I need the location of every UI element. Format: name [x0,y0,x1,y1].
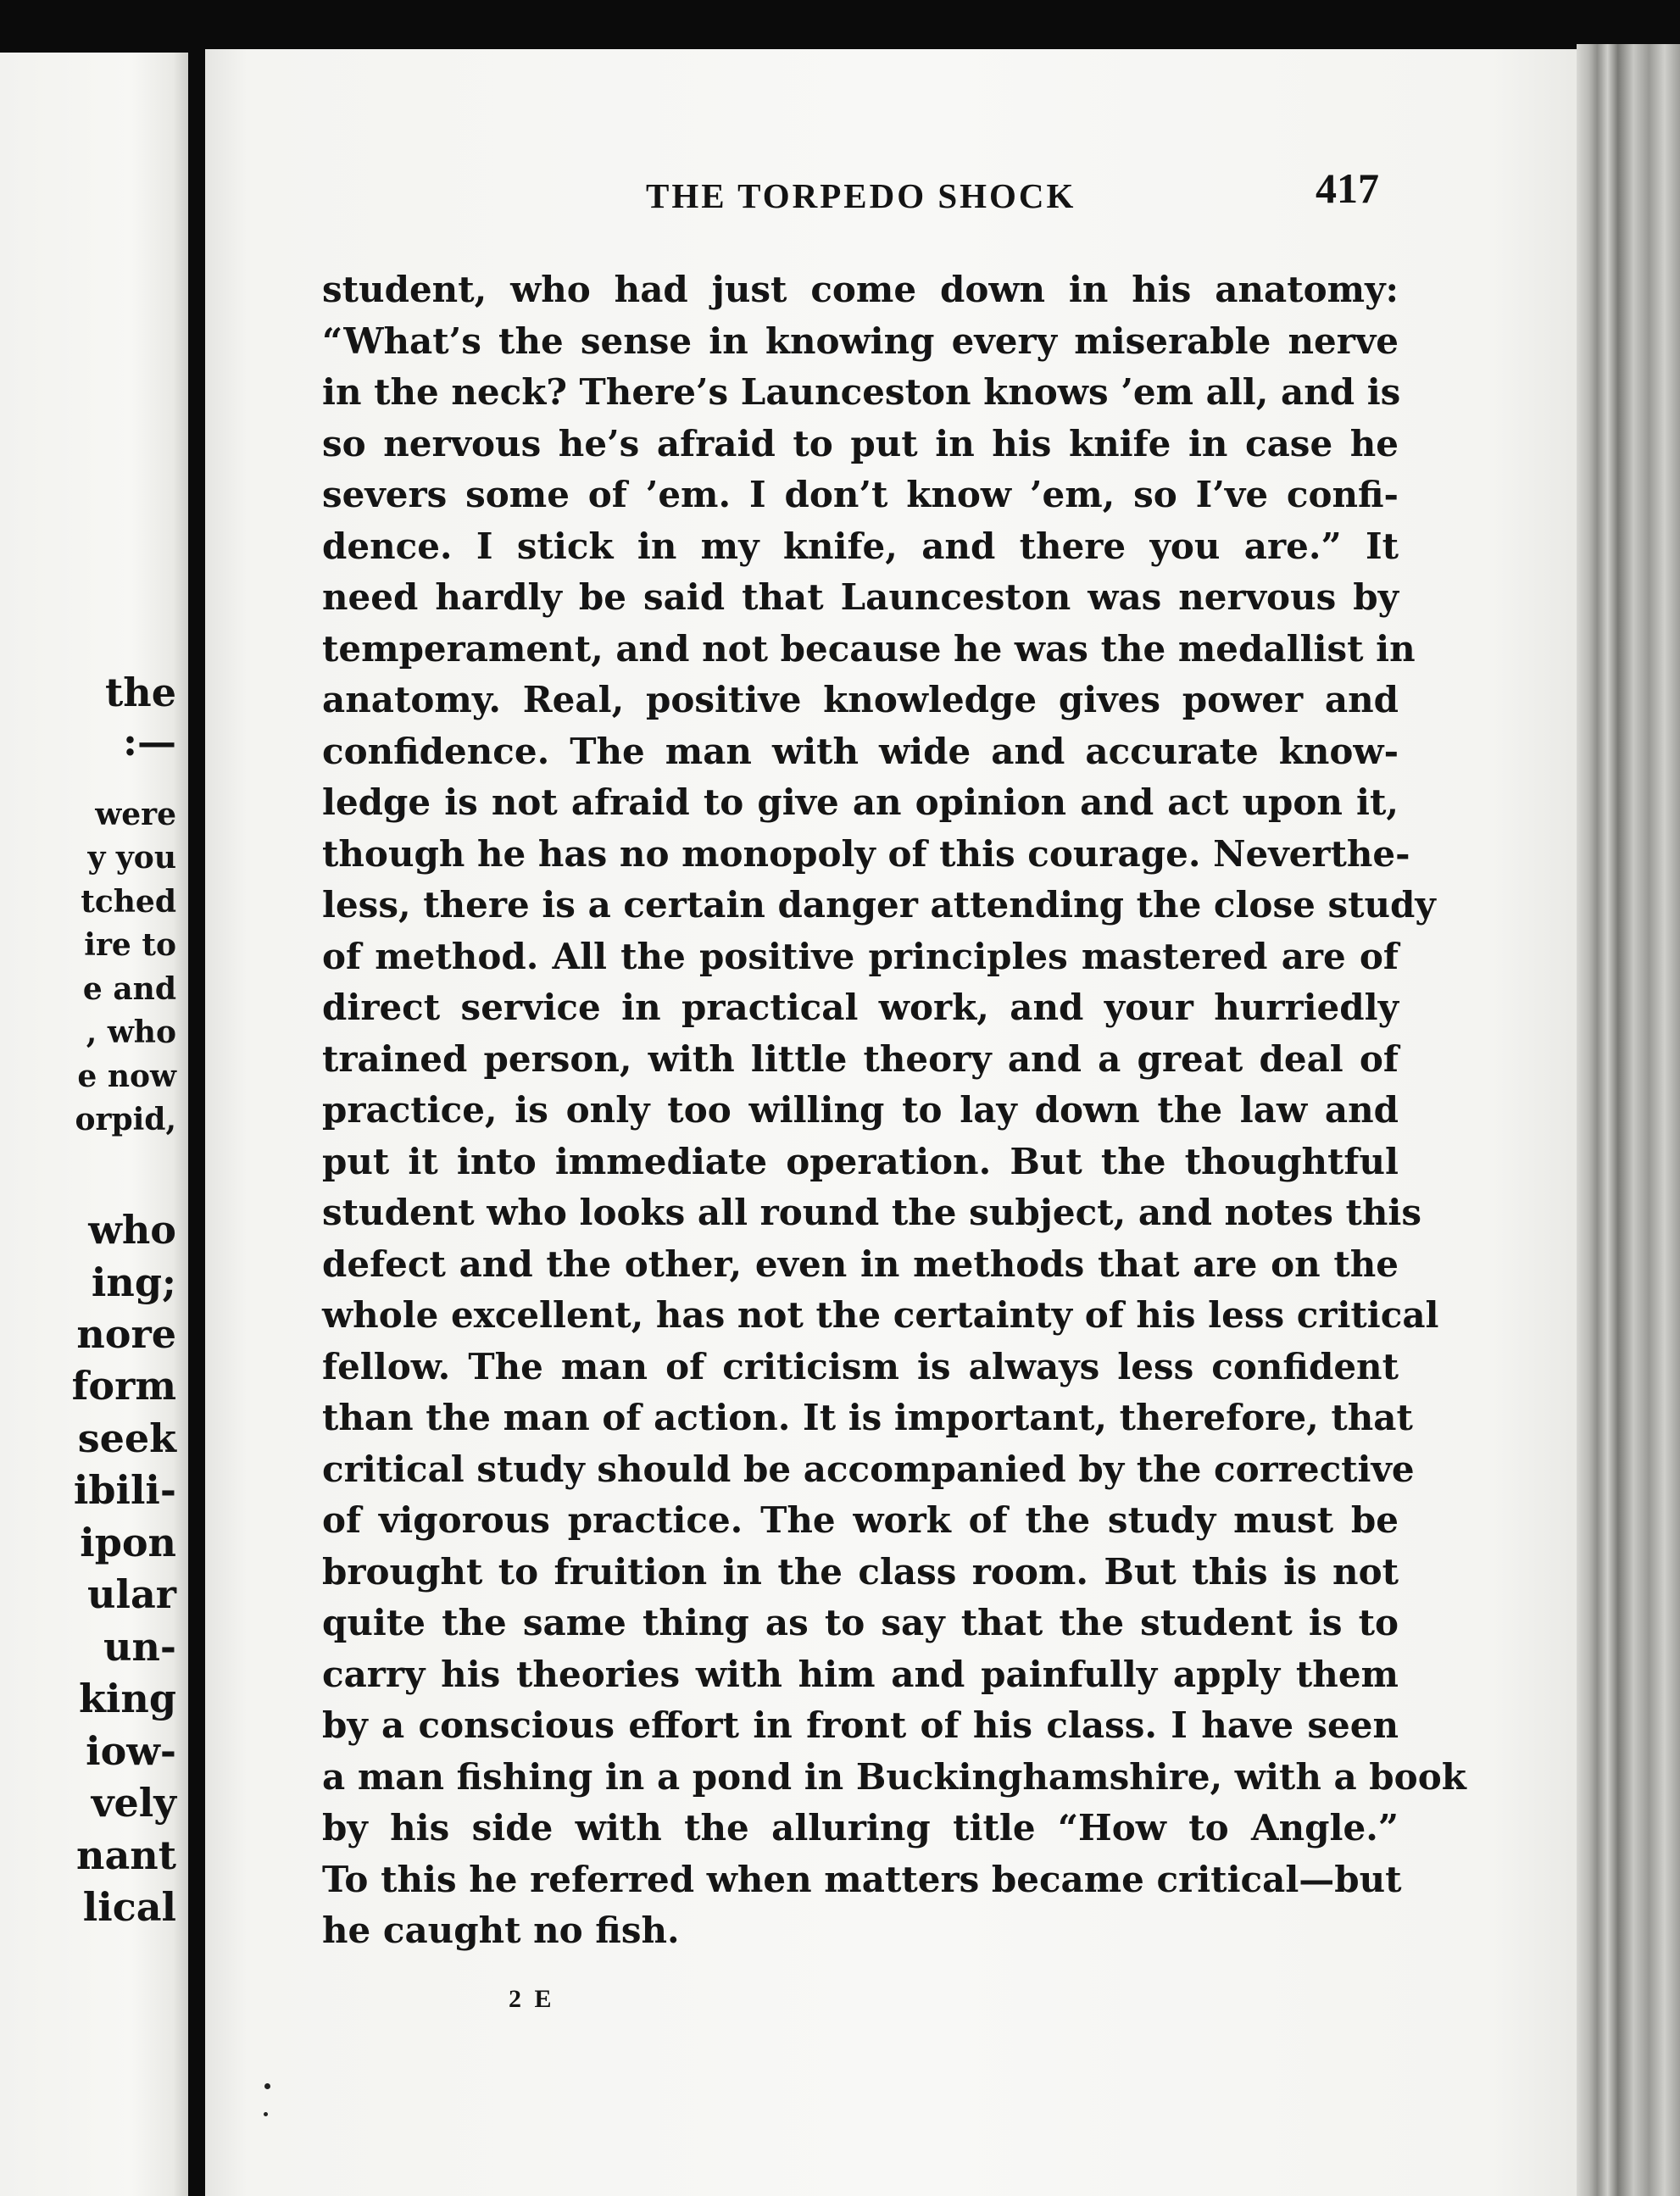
scan-speck [264,2112,268,2116]
printer-signature-mark: 2 E [509,1985,555,2013]
body-line: by a conscious effort in front of his class. I have seen [322,1704,1399,1746]
previous-page-line: e and [82,971,176,1007]
previous-page-line: y you [87,840,176,876]
body-line: than the man of action. It is important, therefore, that [322,1397,1413,1438]
previous-page-line: nant [76,1832,176,1878]
body-line: severs some of ’em. I don’t know ’em, so I’ve confi- [322,474,1399,515]
body-line: trained person, with little theory and a great deal of [322,1037,1399,1080]
page-edge-stack [1577,44,1680,2196]
previous-page-line: ipon [80,1520,176,1565]
running-head: THE TORPEDO SHOCK [646,176,1076,215]
body-line: defect and the other, even in methods that are on the [322,1243,1399,1285]
previous-page-line: vely [91,1780,176,1826]
body-line: of vigorous practice. The work of the study must be [322,1499,1399,1541]
body-line: though he has no monopoly of this courage. Neverthe- [322,832,1410,875]
previous-page-line: ibili- [73,1467,176,1513]
previous-page-line: ing; [91,1259,176,1305]
body-line: practice, is only too willing to lay down the law and [322,1089,1399,1131]
previous-page-line: tched [81,884,176,920]
body-line: temperament, and not because he was the medallist in [322,627,1416,670]
body-text [322,264,1466,1957]
previous-page-line: iow- [86,1728,176,1774]
body-line: dence. I stick in my knife, and there you are.” It [322,525,1399,567]
body-line: To this he referred when matters became critical—but [322,1858,1402,1900]
previous-page-line: the [105,670,176,715]
page-number: 417 [1316,164,1379,212]
previous-page-line: ular [87,1571,176,1617]
body-line: need hardly be said that Launceston was nervous by [322,576,1399,618]
body-line: in the neck? There’s Launceston knows ’em all, and is [322,371,1401,413]
previous-page-line: :— [123,719,176,764]
previous-page-line: nore [76,1311,176,1357]
previous-page-line: , who [86,1015,176,1050]
body-line: “What’s the sense in knowing every miserable nerve [322,320,1399,362]
previous-page-line: who [88,1207,176,1253]
body-line: fellow. The man of criticism is always less confident [322,1345,1399,1387]
body-line: by his side with the alluring title “How to Angle.” [322,1807,1399,1849]
body-line: carry his theories with him and painfully apply them [322,1653,1399,1695]
previous-page-line: seek [77,1415,176,1461]
body-line: he caught no fish. [322,1910,680,1951]
body-line: critical study should be accompanied by the corrective [322,1448,1415,1490]
body-line: brought to fruition in the class room. But this is not [322,1550,1399,1593]
previous-page-line: un- [103,1624,176,1670]
body-line: ledge is not afraid to give an opinion and act upon it, [322,781,1399,823]
previous-page-line: form [71,1363,176,1409]
body-line: anatomy. Real, positive knowledge gives power and [322,679,1399,720]
body-line: student, who had just come down in his anatomy: [322,269,1399,310]
previous-page-line: e now [77,1059,176,1094]
previous-page-line: ire to [84,927,176,963]
body-line: confidence. The man with wide and accurate know- [322,730,1399,772]
previous-page-line: lical [82,1884,176,1930]
body-line: less, there is a certain danger attending the close study [322,884,1436,926]
body-line: student who looks all round the subject, and notes this [322,1192,1422,1233]
body-line: quite the same thing as to say that the student is to [322,1602,1399,1643]
body-line: whole excellent, has not the certainty of his less critical [322,1294,1439,1336]
previous-page-line: king [79,1676,176,1721]
previous-page-line: were [95,797,176,832]
body-line: so nervous he’s afraid to put in his knife in case he [322,422,1399,464]
previous-page-line: orpid, [75,1102,176,1137]
body-line: put it into immediate operation. But the thoughtful [322,1140,1399,1182]
body-line: of method. All the positive principles mastered are of [322,935,1399,977]
body-line: a man fishing in a pond in Buckinghamshire, with a book [322,1755,1466,1798]
scan-speck [264,2083,270,2089]
previous-page-fragment [0,53,188,2196]
body-line: direct service in practical work, and your hurriedly [322,987,1399,1028]
